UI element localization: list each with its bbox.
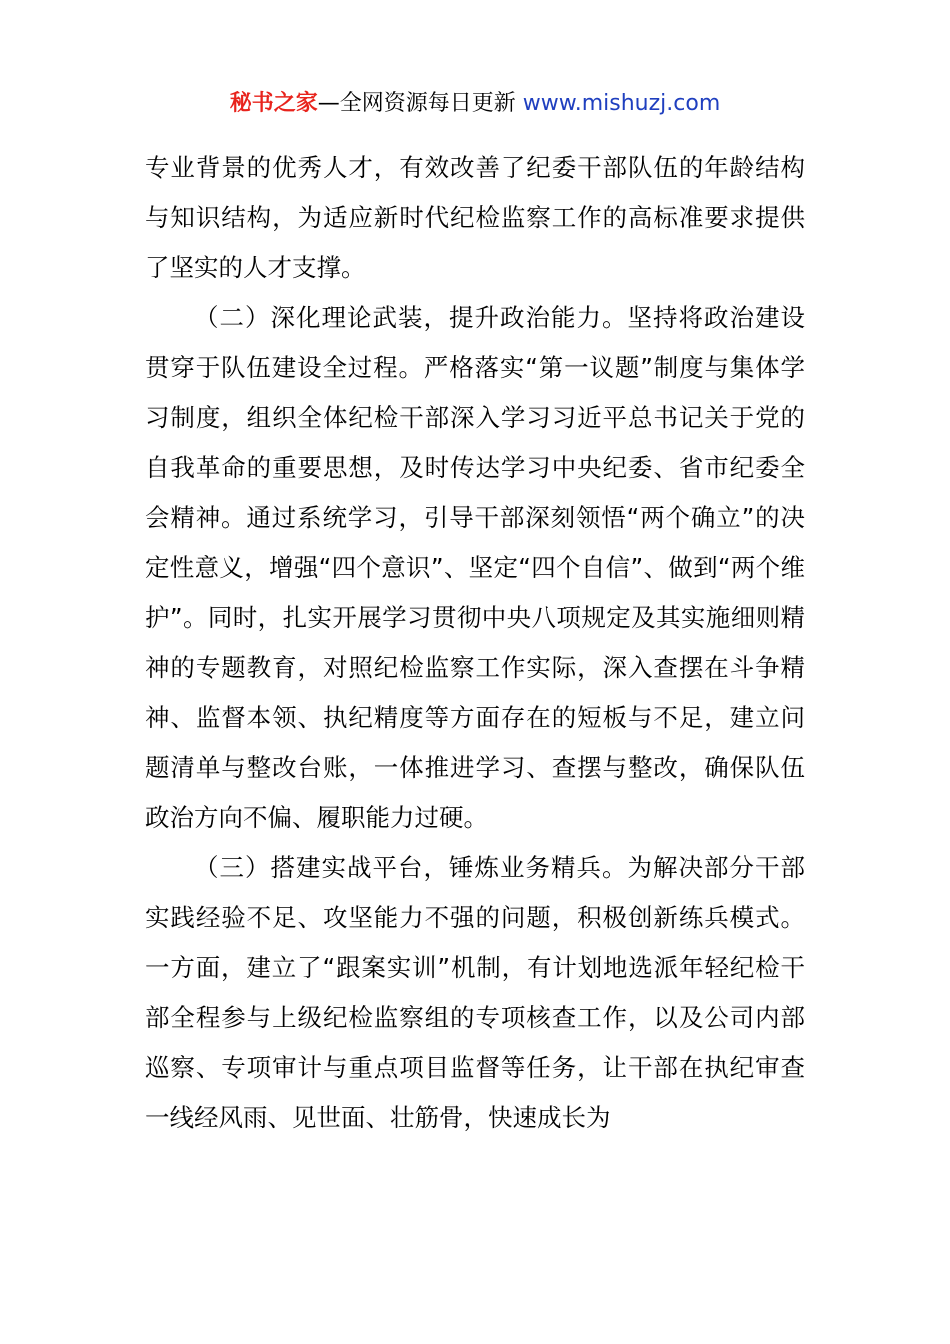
paragraph-section-two: （二）深化理论武装，提升政治能力。坚持将政治建设贯穿于队伍建设全过程。严格落实“第一议题”制度与集体学习制度，组织全体纪检干部深入学习习近平总书记关于党的自我革命的重要思想，及时传达学习中央纪委、省市纪委全会精神。通过系统学习，引导干部深刻领悟“两个确立”的决定性意义，增强“四个意识”、坚定“四个自信”、做到“两个维护”。同时，扎实开展学习贯彻中央八项规定及其实施细则精神的专题教育，对照纪检监察工作实际，深入查摆在斗争精神、监督本领、执纪精度等方面存在的短板与不足，建立问题清单与整改台账，一体推进学习、查摆与整改，确保队伍政治方向不偏、履职能力过硬。 — [145, 303, 805, 832]
document-body — [145, 143, 805, 1143]
site-url-link[interactable]: www.mishuzj.com — [522, 91, 721, 116]
site-tagline: —全网资源每日更新 — [317, 91, 523, 116]
paragraph-section-three: （三）搭建实战平台，锤炼业务精兵。为解决部分干部实践经验不足、攻坚能力不强的问题，积极创新练兵模式。一方面，建立了“跟案实训”机制，有计划地选派年轻纪检干部全程参与上级纪检监察组的专项核查工作，以及公司内部巡察、专项审计与重点项目监督等任务，让干部在执纪审查一线经风雨、见世面、壮筋骨，快速成长为 — [145, 853, 805, 1132]
page-header — [0, 88, 950, 120]
paragraph-continuation: 专业背景的优秀人才，有效改善了纪委干部队伍的年龄结构与知识结构，为适应新时代纪检监察工作的高标准要求提供了坚实的人才支撑。 — [145, 153, 805, 282]
site-name: 秘书之家 — [229, 91, 318, 116]
